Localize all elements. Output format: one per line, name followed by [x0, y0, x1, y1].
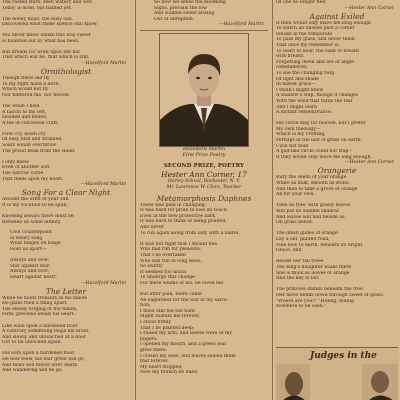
verse-line: Which would not fly: [2, 87, 49, 93]
verse-line: In barest grass—: [276, 82, 316, 88]
byline: —Hazelford Martin: [81, 182, 126, 188]
verse-line: Even at the new protective bark.: [140, 213, 217, 219]
verse-line: Her laces bends down through sweet of grass.: [276, 292, 385, 298]
verse-line: Even of another sort: [2, 165, 50, 171]
verse-line: His circle may for heaven, but I prefer: [276, 121, 366, 127]
verse-line: Might sustain me forever,: [140, 314, 200, 320]
poem-body-song: [2, 197, 130, 225]
poem-body-against-exiled: [276, 21, 398, 161]
verse-line: That feeds upon my heart.: [2, 176, 64, 182]
verse-line: And leaves will nod beside us: [276, 214, 345, 220]
poem-title-metamorphosis: Metamorphosis Daphnes: [156, 193, 252, 203]
verse-line: A contrary something leaps his brain.: [2, 329, 90, 335]
verse-line: He now feels, his fear great will go,: [2, 357, 86, 363]
byline: —Hazelford Martin: [81, 280, 126, 286]
verse-line: Between us some infinity.: [2, 219, 62, 225]
column-right: [276, 0, 398, 400]
byline: —Hester Ann Corner: [345, 5, 394, 11]
verse-line: And never: [140, 224, 164, 230]
prize-school: Harley School, Rochester, N. Y.: [167, 179, 241, 185]
prize-winner-name: Hester Ann Corner, 17: [161, 170, 247, 180]
verse-line: Of easy bird and strained,: [2, 137, 63, 143]
verse-line: She is thick as leaves of orange: [276, 270, 350, 276]
verse-line: The honey must, the busy sun.: [2, 16, 74, 22]
verse-line: A distant remembrance.: [276, 110, 333, 116]
poem-title-song: Song For a Clear Night: [21, 188, 111, 198]
portrait-illustration: [160, 34, 248, 146]
verse-line: tion;: [140, 303, 151, 309]
poem-title-orangerie: Orangerie: [317, 166, 357, 176]
photo-caption-name: Hazelford Martin: [182, 147, 226, 153]
verse-line: Star against star;: [10, 263, 51, 269]
verse-line: I think I might know: [276, 87, 324, 93]
verse-line: That I be overtaken: [140, 252, 186, 258]
verse-line: Of light and shade: [276, 76, 319, 82]
verse-line: Always and ever,: [10, 258, 50, 264]
verse-line: Which is my crofting,: [276, 132, 326, 138]
verse-line: Today is done, but bathed yet.: [2, 5, 73, 11]
verse-line: Out of abruption.: [154, 16, 195, 22]
verse-line: To learn to hear; the taint of breath: [276, 48, 359, 54]
verse-line: Will put its sudden shadow: [276, 209, 339, 214]
verse-line: Who will run in long skies,: [140, 258, 202, 264]
verse-line: Soars would overthrow: [2, 143, 57, 149]
poem-title-letter: The Letter: [45, 286, 87, 296]
verse-line: My own theology—: [276, 126, 321, 132]
verse-line: There was pain in changing;: [140, 202, 207, 208]
verse-line: And the key is fair.: [276, 276, 320, 282]
verse-line: Forgetting dwell and are of angle: [276, 59, 355, 65]
verse-line: You never know unlike this way sweet: [2, 32, 91, 38]
judges-portraits: [276, 348, 398, 400]
poem-body-orangerie: [276, 175, 398, 309]
verse-line: It seemed too much: [140, 269, 187, 275]
verse-line: A god-like circle could not trap—: [276, 149, 353, 155]
verse-line: Discovered what these silence still know.: [2, 22, 98, 28]
verse-line: And I might learn: [276, 104, 318, 110]
verse-line: Of one no longer fled.: [276, 0, 327, 5]
verse-line: To pass my glass, and never think: [276, 37, 355, 43]
verse-line: Nor flattered me, nor moved,: [2, 92, 71, 98]
verse-line: The steady forging of the hands,: [2, 306, 78, 312]
verse-line: It was not right that I should flee: [140, 241, 218, 247]
verse-line: Knowing always there must be: [2, 214, 74, 219]
verse-line: So swiftly: [140, 264, 163, 270]
verse-line: Firm, precious ideals his heart.: [2, 312, 75, 318]
verse-line: For mere whims of his, he loved me.: [140, 280, 225, 286]
column-rule-right: [272, 0, 273, 400]
verse-line: Lay a old, plaited road,: [276, 236, 330, 242]
verse-line: That which will be, that which is still.: [2, 55, 90, 61]
verse-line: A fee of conceived craft,: [2, 120, 59, 126]
verse-line: It was hard for pride to lose its touch: [140, 208, 227, 214]
verse-line: Around the orbit of your sun: [2, 197, 69, 203]
verse-line: I only knew: [2, 159, 29, 165]
poem-body-letter: [2, 296, 130, 374]
verse-line: I must still the the bark: [140, 308, 195, 314]
verse-line: A falcon to my left,: [2, 109, 47, 115]
verse-line: Nowhere to be seen.": [276, 304, 327, 310]
verse-line: Like wine upon a hardened floor: [2, 323, 78, 329]
verse-line: Grace, and.: [276, 248, 303, 254]
verse-line: To run again along from lady with a laurel.: [140, 230, 240, 236]
poem-body-metamorphosis: [140, 203, 268, 376]
verse-line: with breath.: [276, 54, 305, 60]
photo-caption-prize: First Prize Poetry: [182, 153, 226, 159]
verse-line: The narrow curse: [2, 171, 44, 177]
poem-title-against-exiled: Against Exiled: [309, 11, 365, 21]
verse-line: On grass below.: [276, 220, 313, 226]
verse-line: The dawn glides of orange: [276, 231, 338, 237]
verse-line: He gains then a thing apart,: [2, 301, 68, 307]
verse-line: The princess stands beneath the tree: [276, 287, 363, 293]
verse-line: His ears upon a hardened floor: [2, 351, 75, 357]
verse-line: Who had run for pleasure,: [140, 247, 202, 253]
verse-line: The king's daughter walks there: [276, 264, 352, 270]
verse-line: Signs, prevails the low: [154, 5, 207, 11]
top-poem-lines: [140, 0, 268, 22]
verse-line: It was hard to think of being planted,: [140, 219, 227, 225]
verse-line: And then in time a grove of orange: [276, 186, 358, 192]
verse-line: Perhaps in the last of grass on earth.: [276, 138, 363, 144]
verse-line: Got to be unlocked again.: [2, 340, 62, 346]
verse-line: That once my remember is,: [276, 42, 340, 48]
verse-line: To my right hand a dove,: [2, 81, 60, 87]
verse-line: Cool counterpoint: [10, 230, 52, 236]
verse-line: So now we sense the blooming: [154, 0, 226, 5]
verse-line: If then would only leave me long enough: [276, 20, 371, 26]
verse-line: The proud beak from the Head.: [2, 148, 76, 154]
byline: —Hazelford Martin: [81, 60, 126, 66]
verse-line: And wandering will he go.: [2, 368, 64, 374]
byline: —Hazelford Martin: [219, 22, 264, 28]
verse-line: But dreads for work upon the hill: [2, 49, 80, 55]
verse-line: The while I held: [2, 103, 40, 109]
verse-line: I closed my eyes, and leaves sealed them: [140, 353, 236, 359]
verse-line: that forever.: [140, 359, 169, 365]
verse-line: It is my vocation to be spun,: [2, 202, 68, 208]
verse-line: An eagerness for the war of my salva-: [140, 297, 229, 303]
author-portrait-photo: [159, 33, 249, 147]
verse-line: First cry, down cry: [2, 131, 46, 137]
verse-line: And slowly and untouched at a door: [2, 334, 86, 340]
verse-line: Always and ever,: [10, 269, 50, 275]
verse-line: Heart against heart.: [10, 274, 58, 280]
verse-line: A shadow's step, though it changes: [276, 93, 359, 99]
verse-line: I opened my mouth, and a green leaf: [140, 342, 226, 348]
poem-title-ornithologist: Ornithologist: [40, 66, 92, 76]
judges-section: [276, 347, 398, 400]
verse-line: Hold us apart—: [10, 246, 47, 252]
column-rule-left: [135, 0, 136, 400]
verse-line: Bury the seeds of your orange: [276, 175, 347, 181]
column-middle: [140, 0, 268, 400]
verse-line: Though there did fly: [2, 75, 50, 81]
verse-line: Smoke in the temperate: [276, 31, 333, 37]
verse-line: With the wind that turns the leaf: [276, 98, 353, 104]
verse-line: I raised my arm, and leaves were at my: [140, 331, 232, 337]
byline: —Hester Ann Corner: [345, 160, 394, 166]
verse-line: To undergo this change: [140, 275, 195, 281]
poem-body-ornithologist: [2, 76, 130, 182]
verse-line: fingers;: [140, 336, 158, 342]
verse-line: If they would only leave me long enough.: [276, 154, 372, 160]
verse-line: grew there.: [140, 348, 168, 353]
verse-line: And tears will follow after death: [2, 362, 78, 368]
verse-line: Is haunted out by what has been.: [2, 38, 80, 44]
verse-line: While he holds treasury in his hands: [2, 295, 88, 301]
verse-line: Fine bow to earth, beneath its bright: [276, 242, 363, 248]
poem-body-song-indented: [2, 230, 130, 280]
verse-line: Now my branch be lined.: [140, 370, 199, 376]
verse-line: Then as tree, with glassy leaves: [276, 203, 351, 209]
verse-line: White as milk, smooth as stone.: [276, 181, 350, 187]
verse-line: My heart stopped;: [140, 364, 183, 370]
verse-line: I stood firmly: [140, 320, 172, 326]
verse-line: To watch an unseen past a corner: [276, 26, 355, 32]
verse-line: All for your own.: [276, 192, 315, 198]
verse-line: That I be planted deep;: [140, 325, 195, 331]
verse-line: And sudden-sweet arising: [154, 11, 215, 17]
verse-line: To see the changing twig: [276, 70, 335, 76]
verse-line: remembered;: [276, 65, 308, 71]
top-poem-lines-cont: [2, 33, 130, 61]
prize-teacher: Mr. Lawrence W. Clore, Teacher: [166, 184, 242, 190]
judges-heading: Judges in the: [310, 351, 377, 361]
verse-line: Is weary song: [10, 235, 43, 241]
verse-line: Hooded and belled,: [2, 115, 48, 121]
verse-line: I will not hold: [276, 143, 309, 149]
top-poem-lines: [2, 0, 130, 28]
prize-heading: SECOND PRIZE, POETRY: [163, 163, 245, 170]
verse-line: What hinges on hinge: [10, 241, 61, 247]
verse-line: "Where are you?" "Hiding, hiding: [276, 298, 354, 304]
verse-line: The rusted stars, seen watery and wet.: [2, 0, 93, 5]
verse-line: But after pain, there came: [140, 292, 202, 298]
column-left: [2, 0, 130, 400]
verse-line: Beside her tall trees: [276, 259, 324, 265]
